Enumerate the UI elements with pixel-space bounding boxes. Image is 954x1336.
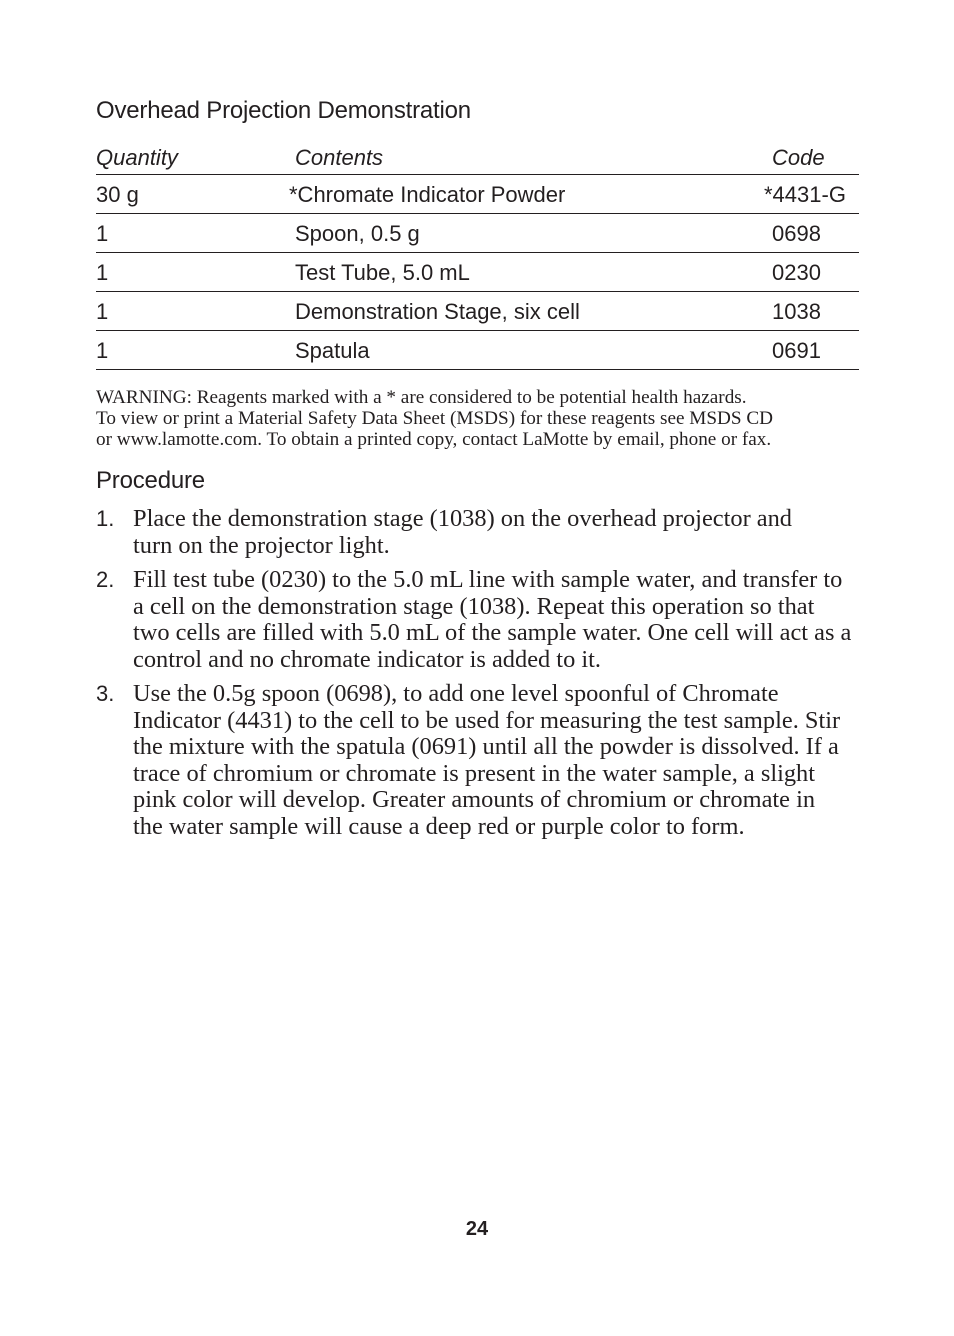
page-number: 24 xyxy=(465,1218,489,1240)
step-text-line: control and no chromate indicator is added to it. xyxy=(133,645,602,673)
step-number: 3. xyxy=(96,681,115,706)
step-number: 2. xyxy=(96,567,115,592)
header-contents: Contents xyxy=(295,145,384,170)
procedure-step xyxy=(96,681,860,840)
cell-code: *4431-G xyxy=(764,182,846,207)
procedure-steps xyxy=(96,506,860,848)
table-row xyxy=(96,292,859,331)
cell-quantity: 1 xyxy=(96,299,109,324)
step-text-line: the water sample will cause a deep red or purple color to form. xyxy=(133,812,745,840)
cell-contents: Test Tube, 5.0 mL xyxy=(295,260,470,285)
procedure-step xyxy=(96,506,860,559)
warning-line: WARNING: Reagents marked with a * are considered to be potential health hazards. xyxy=(96,387,747,408)
warning-line: To view or print a Material Safety Data Sheet (MSDS) for these reagents see MSDS CD xyxy=(96,408,773,429)
step-text-line: Fill test tube (0230) to the 5.0 mL line with sample water, and transfer to xyxy=(133,566,843,593)
table-row xyxy=(96,331,859,370)
table-header-row xyxy=(96,144,859,175)
contents-table xyxy=(96,144,859,370)
procedure-heading: Procedure xyxy=(96,467,205,494)
step-text-line: trace of chromium or chromate is present in the water sample, a slight xyxy=(133,759,816,787)
cell-contents: Spatula xyxy=(295,338,370,363)
step-text-line: turn on the projector light. xyxy=(133,531,390,559)
step-text-line: pink color will develop. Greater amounts of chromium or chromate in xyxy=(133,786,816,813)
step-text-line: Use the 0.5g spoon (0698), to add one level spoonful of Chromate xyxy=(133,680,779,707)
cell-quantity: 1 xyxy=(96,338,109,363)
cell-quantity: 30 g xyxy=(96,182,139,207)
step-text-line: Indicator (4431) to the cell to be used for measuring the test sample. Stir xyxy=(133,706,841,734)
table-row xyxy=(96,214,859,253)
cell-contents: *Chromate Indicator Powder xyxy=(289,182,566,207)
header-code: Code xyxy=(772,145,825,170)
safety-warning xyxy=(96,387,860,450)
cell-quantity: 1 xyxy=(96,221,109,246)
step-text-line: Place the demonstration stage (1038) on the overhead projector and xyxy=(133,505,792,532)
cell-code: 0230 xyxy=(772,260,821,285)
procedure-step xyxy=(96,567,860,673)
table-row xyxy=(96,253,859,292)
step-text-line: a cell on the demonstration stage (1038). Repeat this operation so that xyxy=(133,592,815,620)
step-text-line: two cells are filled with 5.0 mL of the sample water. One cell will act as a xyxy=(133,619,852,646)
cell-code: 0691 xyxy=(772,338,821,363)
step-number: 1. xyxy=(96,506,115,531)
header-quantity: Quantity xyxy=(96,145,178,170)
cell-code: 0698 xyxy=(772,221,821,246)
page-title: Overhead Projection Demonstration xyxy=(96,97,471,124)
step-text-line: the mixture with the spatula (0691) until all the powder is dissolved. If a xyxy=(133,733,839,760)
warning-line: or www.lamotte.com. To obtain a printed copy, contact LaMotte by email, phone or fax. xyxy=(96,429,772,450)
cell-quantity: 1 xyxy=(96,260,109,285)
cell-code: 1038 xyxy=(772,299,821,324)
table-row xyxy=(96,175,859,214)
cell-contents: Spoon, 0.5 g xyxy=(295,221,420,246)
cell-contents: Demonstration Stage, six cell xyxy=(295,299,580,324)
